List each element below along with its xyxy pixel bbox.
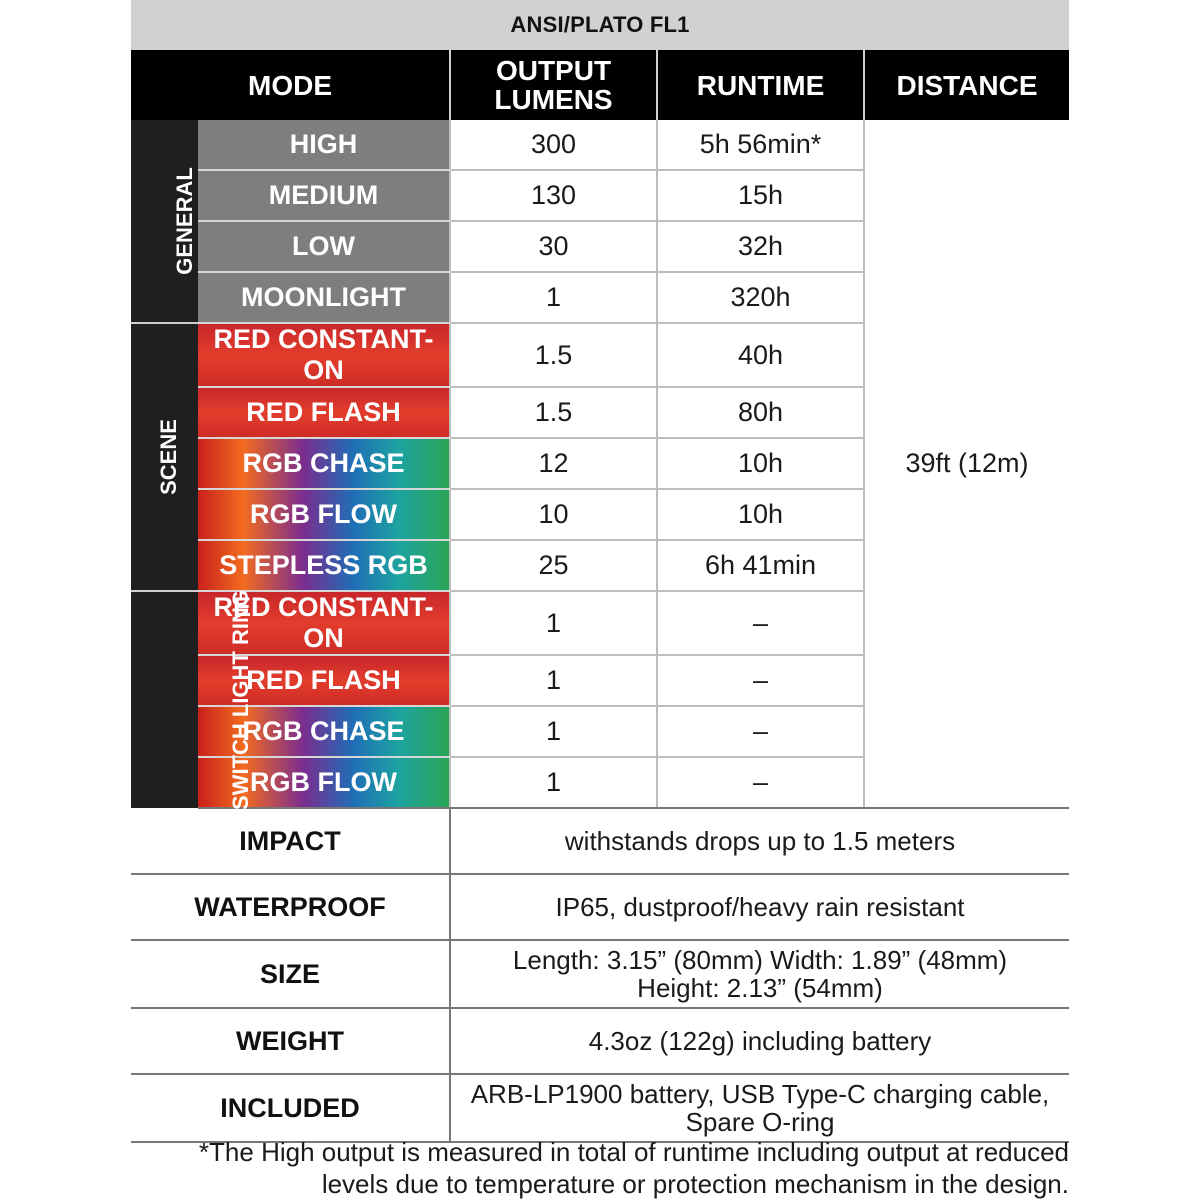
header-output-lumens xyxy=(450,50,657,120)
spec-sheet xyxy=(131,0,1069,1143)
mode-cell: RED FLASH xyxy=(198,655,450,706)
runtime-cell: – xyxy=(657,655,864,706)
spec-value xyxy=(450,1008,1069,1074)
lumens-cell: 1 xyxy=(450,591,657,655)
lumens-cell: 130 xyxy=(450,170,657,221)
spec-row-size xyxy=(131,940,1069,1008)
table-row xyxy=(131,120,1069,170)
mode-cell: RED CONSTANT-ON xyxy=(198,591,450,655)
spec-label: SIZE xyxy=(131,940,450,1008)
distance-cell: 39ft (12m) xyxy=(864,120,1069,808)
mode-cell: STEPLESS RGB xyxy=(198,540,450,591)
spec-row-impact xyxy=(131,808,1069,874)
mode-cell: RED FLASH xyxy=(198,387,450,438)
spec-label: WEIGHT xyxy=(131,1008,450,1074)
lumens-cell: 30 xyxy=(450,221,657,272)
header-mode: MODE xyxy=(131,50,450,120)
group-switch-label: SWITCH LIGHT RING xyxy=(227,590,253,810)
runtime-cell: 80h xyxy=(657,387,864,438)
footnote-line2: levels due to temperature or protection mechanism in the design. xyxy=(321,1169,1069,1199)
header-output-line1: OUTPUT xyxy=(495,55,612,86)
header-runtime: RUNTIME xyxy=(657,50,864,120)
spec-value xyxy=(450,808,1069,874)
mode-cell: MEDIUM xyxy=(198,170,450,221)
lumens-cell: 10 xyxy=(450,489,657,540)
mode-cell: RGB CHASE xyxy=(198,706,450,757)
runtime-cell: – xyxy=(657,706,864,757)
spec-value-line1: withstands drops up to 1.5 meters xyxy=(564,826,956,856)
header-distance: DISTANCE xyxy=(864,50,1069,120)
ansi-title: ANSI/PLATO FL1 xyxy=(131,0,1069,50)
group-scene xyxy=(131,323,198,591)
lumens-cell: 1 xyxy=(450,655,657,706)
group-scene-label: SCENE xyxy=(155,419,181,495)
footnote-line1: *The High output is measured in total of runtime including output at reduced xyxy=(198,1137,1069,1167)
header-row xyxy=(131,50,1069,120)
lumens-cell: 1 xyxy=(450,272,657,323)
spec-value-line2: Spare O-ring xyxy=(685,1107,835,1137)
runtime-cell: – xyxy=(657,591,864,655)
runtime-cell: 320h xyxy=(657,272,864,323)
spec-row-weight xyxy=(131,1008,1069,1074)
lumens-cell: 1 xyxy=(450,706,657,757)
mode-cell: HIGH xyxy=(198,120,450,170)
spec-value-line1: Length: 3.15” (80mm) Width: 1.89” (48mm) xyxy=(512,945,1008,975)
group-switch-light-ring xyxy=(131,590,253,810)
spec-value-line1: ARB-LP1900 battery, USB Type-C charging cable, xyxy=(470,1079,1050,1109)
lumens-cell: 1 xyxy=(450,757,657,808)
group-general-label: GENERAL xyxy=(171,167,197,275)
runtime-cell: 32h xyxy=(657,221,864,272)
spec-row-waterproof xyxy=(131,874,1069,940)
mode-cell: RGB FLOW xyxy=(198,489,450,540)
spec-value-line1: 4.3oz (122g) including battery xyxy=(588,1026,932,1056)
runtime-cell: 10h xyxy=(657,438,864,489)
mode-cell: MOONLIGHT xyxy=(198,272,450,323)
mode-cell: RGB CHASE xyxy=(198,438,450,489)
footnote xyxy=(169,1136,1069,1200)
header-output-line2: LUMENS xyxy=(494,84,613,115)
lumens-cell: 300 xyxy=(450,120,657,170)
lumens-cell: 1.5 xyxy=(450,323,657,387)
spec-label: IMPACT xyxy=(131,808,450,874)
mode-cell: RED CONSTANT-ON xyxy=(198,323,450,387)
mode-cell: LOW xyxy=(198,221,450,272)
runtime-cell: 40h xyxy=(657,323,864,387)
spec-value xyxy=(450,940,1069,1008)
lumens-cell: 12 xyxy=(450,438,657,489)
lumens-cell: 25 xyxy=(450,540,657,591)
runtime-cell: 15h xyxy=(657,170,864,221)
runtime-cell: 10h xyxy=(657,489,864,540)
spec-label: WATERPROOF xyxy=(131,874,450,940)
group-general xyxy=(131,120,198,323)
spec-value-line2: Height: 2.13” (54mm) xyxy=(637,973,883,1003)
mode-cell: RGB FLOW xyxy=(198,757,450,808)
lumens-cell: 1.5 xyxy=(450,387,657,438)
performance-table xyxy=(131,0,1069,1143)
runtime-cell: 6h 41min xyxy=(657,540,864,591)
spec-row-included xyxy=(131,1074,1069,1142)
spec-value xyxy=(450,874,1069,940)
runtime-cell: – xyxy=(657,757,864,808)
spec-value-line1: IP65, dustproof/heavy rain resistant xyxy=(555,892,965,922)
spec-label: INCLUDED xyxy=(131,1074,450,1142)
runtime-cell: 5h 56min* xyxy=(657,120,864,170)
spec-value xyxy=(450,1074,1069,1142)
